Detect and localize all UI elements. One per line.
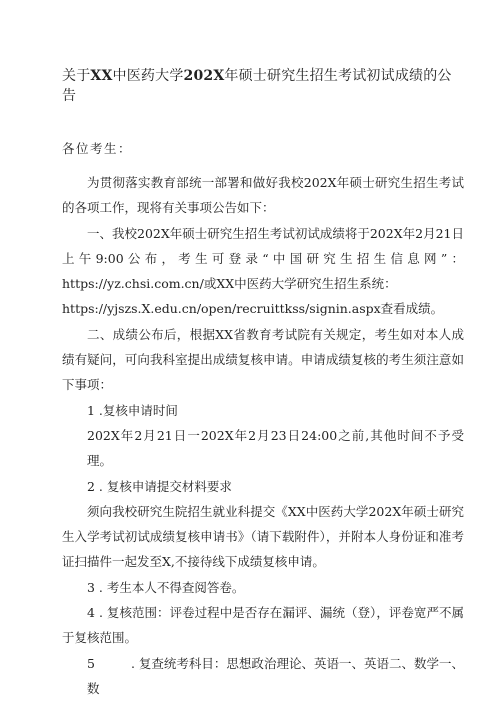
item-1-detail: 202X年2月21日一202X年2月23日24:00之前,其他时间不予受理。 xyxy=(87,427,464,469)
paragraph-2: 二、成绩公布后，根据XX省教育考试院有关规定，考生如对本人成绩有疑问，可向我科室提出成绩复核申请。申请成绩复核的考生须注意如下事项： xyxy=(62,326,464,393)
paragraph-1-link: https://yjszs.X.edu.cn/open/recruittkss/signin.aspx查看成绩。 xyxy=(62,301,444,317)
item-5-text: . 复查统考科目：思想政治理论、英语一、英语二、数学一、数 xyxy=(87,655,464,696)
item-4: 4 . 复核范围：评卷过程中是否存在漏评、漏统（登），评卷宽严不属于复核范围。 xyxy=(62,605,464,646)
intro-paragraph: 为贯彻落实教育部统一部署和做好我校202X年硕士研究生招生考试的各项工作，现将有关事项公告如下： xyxy=(62,175,464,216)
item-5 xyxy=(62,651,464,702)
item-1-heading: 1 .复核申请时间 xyxy=(87,402,178,418)
item-2-heading: 2 . 复核申请提交材料要求 xyxy=(87,478,232,494)
paragraph-1: 一、我校202X年硕士研究生招生考试初试成绩将于202X年2月21日上午9:00公布，考生可登录“中国研究生招生信息网”：https://yz.chsi.com.cn/或XX中医药大学研究生招生系统： xyxy=(62,225,464,292)
item-5-number: 5 xyxy=(87,655,95,671)
salutation: 各位考生： xyxy=(62,141,133,156)
title-mid: 中医药大学 xyxy=(112,68,184,84)
title-suffix: 年硕士研究生招生考试初试成绩的公告 xyxy=(62,68,452,104)
item-2-detail: 须向我校研究生院招生就业科提交《XX中医药大学202X年硕士研究生入学考试初试成绩复核申请书》（请下载附件），并附本人身份证和准考证扫描件一起发至X,不接待线下成绩复核申请。 xyxy=(62,503,464,570)
title-school: XX xyxy=(90,68,113,84)
page-title xyxy=(62,0,464,106)
title-prefix: 关于 xyxy=(62,68,91,84)
item-3: 3 . 考生本人不得查阅答卷。 xyxy=(87,579,245,595)
title-year: 202X xyxy=(183,68,225,84)
